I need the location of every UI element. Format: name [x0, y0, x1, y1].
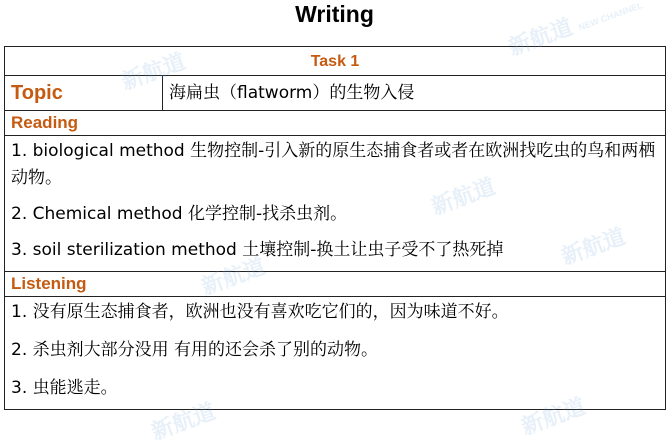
- watermark-brand: 新航道: [198, 253, 269, 300]
- watermark-brand: 新航道: [428, 173, 499, 220]
- watermark-brand: 新航道: [518, 393, 589, 440]
- watermark-brand: 新航道: [558, 223, 629, 270]
- listening-item: 3. 虫能逃走。: [11, 378, 118, 398]
- watermark-sub: NEW CHANNEL: [577, 0, 645, 33]
- topic-label: Topic: [5, 76, 163, 111]
- reading-item: 1. biological method 生物控制-引入新的原生态捕食者或者在欧洲找吃虫的鸟和两栖动物。: [11, 141, 656, 188]
- topic-value: 海扁虫（flatworm）的生物入侵: [163, 76, 666, 111]
- writing-task-table: [4, 46, 666, 410]
- reading-item: 2. Chemical method 化学控制-找杀虫剂。: [11, 204, 348, 224]
- listening-heading: Listening: [5, 272, 666, 297]
- page-title: Writing: [295, 1, 374, 27]
- listening-section: [5, 297, 666, 410]
- reading-item: 3. soil sterilization method 土壤控制-换土让虫子受不了热死掉: [11, 240, 504, 260]
- reading-section: [5, 136, 666, 272]
- reading-heading: Reading: [5, 111, 666, 136]
- watermark-brand: 新航道: [118, 48, 189, 95]
- task-label: Task 1: [5, 47, 666, 76]
- listening-item: 2. 杀虫剂大部分没用 有用的还会杀了别的动物。: [11, 340, 379, 360]
- watermark-brand: 新航道: [505, 13, 576, 61]
- watermark-brand: 新航道: [148, 398, 219, 445]
- listening-item: 1. 没有原生态捕食者，欧洲也没有喜欢吃它们的，因为味道不好。: [11, 302, 509, 322]
